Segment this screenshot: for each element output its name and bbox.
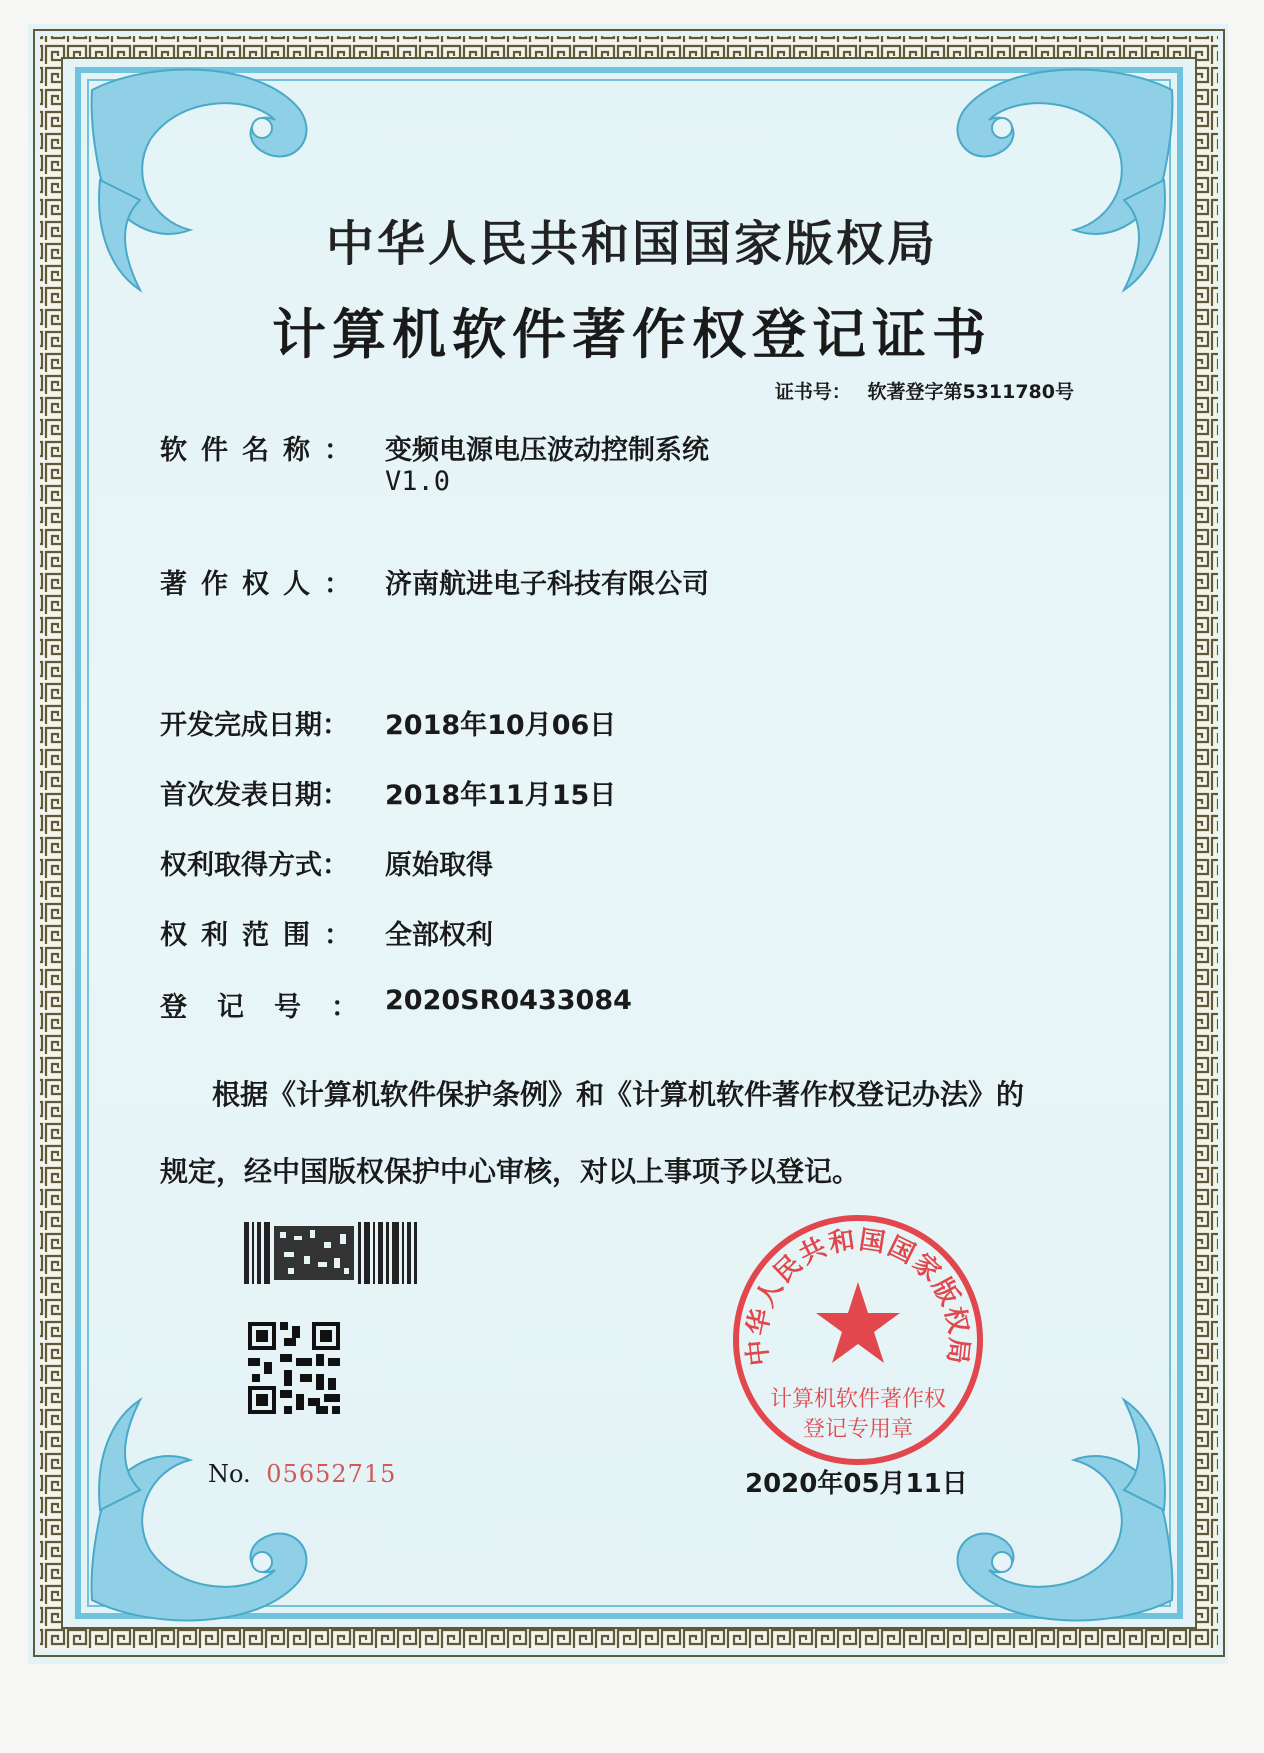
svg-text:计算机软件著作权: 计算机软件著作权 <box>769 1387 947 1412</box>
issue-date: 2020年05月11日 <box>745 1469 968 1499</box>
serial-prefix: No. <box>208 1460 251 1488</box>
dev-date-label: 开发完成日期： <box>160 710 349 741</box>
certificate-number-label: 证书号： <box>774 381 851 403</box>
svg-text:登记专用章: 登记专用章 <box>802 1417 914 1442</box>
software-name-label: 软件名称： <box>160 435 365 466</box>
corner-ornament-bottom-left <box>92 1400 307 1620</box>
seal-outer-text: 中华人民共和国国家版权局 <box>742 1225 974 1368</box>
reg-no-label: 登记号： <box>160 992 388 1023</box>
scope-value: 全部权利 <box>385 920 493 951</box>
statement-line-1: 根据《计算机软件保护条例》和《计算机软件著作权登记办法》的 <box>212 1078 1025 1111</box>
statement-line-2: 规定，经中国版权保护中心审核，对以上事项予以登记。 <box>160 1155 861 1188</box>
scope-label: 权利范围： <box>160 920 365 951</box>
certificate-title: 计算机软件著作权登记证书 <box>272 302 992 366</box>
issuing-authority: 中华人民共和国国家版权局 <box>325 216 938 272</box>
certificate-number <box>775 377 1074 404</box>
official-seal <box>728 1210 988 1470</box>
owner-value: 济南航进电子科技有限公司 <box>385 569 709 600</box>
software-name-value: 变频电源电压波动控制系统 <box>385 435 709 466</box>
barcode <box>244 1222 420 1284</box>
pub-date-label: 首次发表日期： <box>160 780 349 811</box>
owner-label: 著作权人： <box>160 569 365 600</box>
pub-date-value: 2018年11月15日 <box>385 780 617 811</box>
qr-code <box>248 1322 340 1414</box>
certificate-number-value: 软著登字第5311780号 <box>867 381 1074 403</box>
acquire-method-value: 原始取得 <box>385 850 493 881</box>
reg-no-value: 2020SR0433084 <box>385 985 632 1016</box>
serial-value: 05652715 <box>266 1460 397 1488</box>
dev-date-value: 2018年10月06日 <box>385 710 617 741</box>
acquire-method-label: 权利取得方式： <box>160 850 349 881</box>
serial-number <box>208 1460 396 1488</box>
software-version: V1.0 <box>385 466 451 497</box>
corner-ornament-bottom-right <box>958 1400 1173 1620</box>
